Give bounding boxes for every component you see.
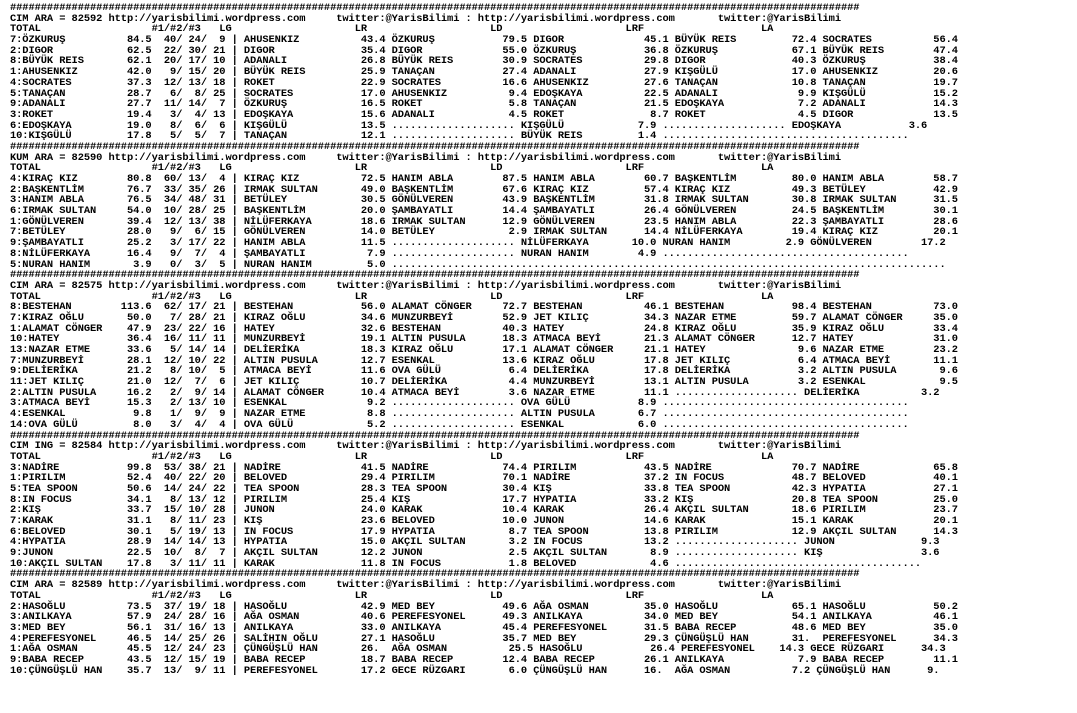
text-line: 1:AHUSENKIZ 42.0 9/ 15/ 20 | BÜYÜK REIS 25.9 TANAÇAN 27.4 ADANALI 27.9 KIŞGÜLÜ 17.0 AHUSENKIZ 20.6 [10,66,958,79]
text-line: 2:HASOĞLU 73.5 37/ 19/ 18 | HASOĞLU 42.9 MED BEY 49.6 AĞA OSMAN 35.0 HASOĞLU 65.1 HASOĞLU 50.2 [10,600,958,613]
separator-line: ########################################################################################################################################## [10,429,860,442]
text-line: 1:AĞA OSMAN 45.5 12/ 24/ 23 | ÇÜNGÜŞLÜ HAN 26. AĞA OSMAN 25.5 HASOĞLU 26.4 PEREFESYONEL 14.3 GECE RÜZGARI 34.3 [10,643,946,656]
separator-line: ########################################################################################################################################## [10,568,860,581]
text-line: 9:DELİERİKA 21.2 8/ 10/ 5 | ATMACA BEYİ 11.6 OVA GÜLÜ 6.4 DELİERİKA 17.8 DELİERİKA 3.2 ALTIN PUSULA 9.6 [10,365,958,378]
text-line: 7:KIRAZ OĞLU 50.0 7/ 28/ 21 | KIRAZ OĞLU 34.6 MUNZURBEYİ 52.9 JET KILIÇ 34.3 NAZAR ETME 59.7 ALAMAT CÖNGER 35.0 [10,311,958,324]
text-line: 10:KIŞGÜLÜ 17.8 5/ 5/ 7 | TANAÇAN 12.1 .................... BÜYÜK REIS 1.4 ........................................ [10,130,909,143]
text-line: 13:NAZAR ETME 33.6 5/ 14/ 14 | DELİERİKA 18.3 KIRAZ OĞLU 17.1 ALAMAT CÖNGER 21.1 HATEY 9.6 NAZAR ETME 23.2 [10,344,958,356]
text-line: 8:IN FOCUS 34.1 8/ 13/ 12 | PIRILIM 25.4 KIŞ 17.7 HYPATIA 33.2 KIŞ 20.8 TEA SPOON 25.0 [10,493,958,506]
text-line: 5:NURAN HANIM 3.9 0/ 3/ 5 | NURAN HANIM 5.0 .......................................................................................... [10,258,946,271]
text-line: 2:BAŞKENTLİM 76.7 33/ 35/ 26 | IRMAK SULTAN 49.0 BAŞKENTLİM 67.6 KIRAÇ KIZ 57.4 KIRAÇ KIZ 49.3 BETÜLEY 42.9 [10,183,958,196]
text-line: 4:KIRAÇ KIZ 80.8 60/ 13/ 4 | KIRAÇ KIZ 72.5 HANIM ABLA 87.5 HANIM ABLA 60.7 BAŞKENTLİM 80.0 HANIM ABLA 58.7 [10,173,958,185]
text-line: 5:TANAÇAN 28.7 6/ 8/ 25 | SOCRATES 17.0 AHUSENKIZ 9.4 EDOŞKAYA 22.5 ADANALI 9.9 KIŞGÜLÜ 15.2 [10,87,958,100]
text-line: TOTAL #1/#2/#3 LG LR LD LRF LA [10,290,774,303]
text-line: 4:SOCRATES 37.3 12/ 13/ 18 | ROKET 22.9 SOCRATES 16.6 AHUSENKIZ 27.6 TANAÇAN 10.8 TANAÇAN 19.7 [10,76,958,89]
text-line: 7:MUNZURBEYİ 28.1 12/ 10/ 22 | ALTIN PUSULA 12.7 ESENKAL 13.6 KIRAZ OĞLU 17.8 JET KILIÇ 6.4 ATMACA BEYİ 11.1 [10,354,958,367]
text-line: CIM ARA = 82592 http://yarisbilimi.wordpress.com twitter:@YarisBilimi : http://yarisbilimi.wordpress.com twitter:@YarisBilimi [10,12,841,25]
race-stats-document [10,3,958,676]
text-line: 7:ÖZKURUŞ 84.5 40/ 24/ 9 | AHUSENKIZ 43.4 ÖZKURUŞ 79.5 DIGOR 45.1 BÜYÜK REIS 72.4 SOCRATES 56.4 [10,34,958,47]
text-line: 3:NADİRE 99.8 53/ 38/ 21 | NADİRE 41.5 NADİRE 74.4 PIRILIM 43.5 NADİRE 70.7 NADİRE 65.8 [10,461,958,474]
text-line: KUM ARA = 82590 http://yarisbilimi.wordpress.com twitter:@YarisBilimi : http://yarisbilimi.wordpress.com twitter:@YarisBilimi [10,151,841,164]
text-line: CIM ARA = 82575 http://yarisbilimi.wordpress.com twitter:@YarisBilimi : http://yarisbilimi.wordpress.com twitter:@YarisBilimi [10,279,841,292]
text-line: 8:BÜYÜK REIS 62.1 20/ 17/ 10 | ADANALI 26.8 BÜYÜK REIS 30.9 SOCRATES 29.8 DIGOR 40.3 ÖZKURUŞ 38.4 [10,55,958,68]
text-line: 4:PEREFESYONEL 46.5 14/ 25/ 26 | SALİHIN OĞLU 27.1 HASOĞLU 35.7 MED BEY 29.3 ÇÜNGÜŞLÜ HAN 31. PEREFESYONEL 34.3 [10,632,958,645]
text-line: 2:ALTIN PUSULA 16.2 2/ 9/ 14 | ALAMAT CÖNGER 10.4 ATMACA BEYİ 3.6 NAZAR ETME 11.1 .................... DELİERİKA 3.2 [10,386,940,399]
text-line: 5:TEA SPOON 50.6 14/ 24/ 22 | TEA SPOON 28.3 TEA SPOON 30.4 KIŞ 33.8 TEA SPOON 42.3 HYPATIA 27.1 [10,482,958,495]
text-line: 1:ALAMAT CÖNGER 47.9 23/ 22/ 16 | HATEY 32.6 BESTEHAN 40.3 HATEY 24.8 KIRAZ OĞLU 35.9 KIRAZ OĞLU 33.4 [10,322,958,335]
text-line: 6:IRMAK SULTAN 54.0 10/ 28/ 25 | BAŞKENTLİM 20.0 ŞAMBAYATLI 14.4 ŞAMBAYATLI 26.4 GÖNÜLVEREN 24.5 BAŞKENTLİM 30.1 [10,205,958,218]
text-line: 3:HANIM ABLA 76.5 34/ 48/ 31 | BETÜLEY 30.5 GÖNÜLVEREN 43.9 BAŞKENTLİM 31.8 IRMAK SULTAN 30.8 IRMAK SULTAN 31.5 [10,194,958,207]
text-line: 6:BELOVED 30.1 5/ 19/ 13 | IN FOCUS 17.9 HYPATIA 8.7 TEA SPOON 13.8 PIRILIM 12.9 AKÇIL SULTAN 14.3 [10,525,958,538]
text-line: 9:JUNON 22.5 10/ 8/ 7 | AKÇIL SULTAN 12.2 JUNON 2.5 AKÇIL SULTAN 8.9 .................... KIŞ 3.6 [10,547,940,560]
text-line: 6:EDOŞKAYA 19.0 8/ 6/ 6 | KIŞGÜLÜ 13.5 .................... KIŞGÜLÜ 7.9 .................... EDOŞKAYA 3.6 [10,119,928,132]
text-line: 8:BESTEHAN 113.6 62/ 17/ 21 | BESTEHAN 56.0 ALAMAT CÖNGER 72.7 BESTEHAN 46.1 BESTEHAN 98.4 BESTEHAN 73.0 [10,301,958,314]
text-line: 10:AKÇIL SULTAN 17.8 3/ 11/ 11 | KARAK 11.8 IN FOCUS 1.8 BELOVED 4.6 ........................................ [10,557,922,570]
text-line: 8:NİLÜFERKAYA 16.4 9/ 7/ 4 | ŞAMBAYATLI 7.9 .................... NURAN HANIM 4.9 ........................................ [10,247,909,260]
text-line: 9:BABA RECEP 43.5 12/ 15/ 19 | BABA RECEP 18.7 BABA RECEP 12.4 BABA RECEP 26.1 ANILKAYA 7.9 BABA RECEP 11.1 [10,653,958,666]
text-line: 7:BETÜLEY 28.0 9/ 6/ 15 | GÖNÜLVEREN 14.0 BETÜLEY 2.9 IRMAK SULTAN 14.4 NİLÜFERKAYA 19.4 KIRAÇ KIZ 20.1 [10,226,958,239]
text-line: TOTAL #1/#2/#3 LG LR LD LRF LA [10,450,774,463]
text-line: 9:ŞAMBAYATLI 25.2 3/ 17/ 22 | HANIM ABLA 11.5 .................... NİLÜFERKAYA 10.0 NURAN HANIM 2.9 GÖNÜLVEREN 17.2 [10,237,946,250]
text-line: 10:ÇÜNGÜŞLÜ HAN 35.7 13/ 9/ 11 | PEREFESYONEL 17.2 GECE RÜZGARI 6.0 ÇÜNGÜŞLÜ HAN 16. AĞA OSMAN 7.2 ÇÜNGÜŞLÜ HAN 9. [10,664,940,677]
text-line: 3:ANILKAYA 57.9 24/ 28/ 16 | AĞA OSMAN 40.6 PEREFESYONEL 49.3 ANILKAYA 34.0 MED BEY 54.1 ANILKAYA 46.1 [10,611,958,624]
text-line: 7:KARAK 31.1 8/ 11/ 23 | KIŞ 23.6 BELOVED 10.0 JUNON 14.6 KARAK 15.1 KARAK 20.1 [10,515,958,527]
text-line: 3:MED BEY 56.1 31/ 16/ 13 | ANILKAYA 33.0 ANILKAYA 45.4 PEREFESYONEL 31.5 BABA RECEP 48.6 MED BEY 35.0 [10,621,958,634]
text-line: 2:DIGOR 62.5 22/ 30/ 21 | DIGOR 35.4 DIGOR 55.0 ÖZKURUŞ 36.8 ÖZKURUŞ 67.1 BÜYÜK REIS 47.4 [10,44,958,57]
separator-line: ########################################################################################################################################## [10,2,860,14]
text-line: 1:PIRILIM 52.4 40/ 22/ 20 | BELOVED 29.4 PIRILIM 70.1 NADİRE 37.2 IN FOCUS 48.7 BELOVED 40.1 [10,472,958,485]
text-line: 11:JET KILIÇ 21.0 12/ 7/ 6 | JET KILIÇ 10.7 DELİERİKA 4.4 MUNZURBEYİ 13.1 ALTIN PUSULA 3.2 ESENKAL 9.5 [10,376,958,389]
text-line: TOTAL #1/#2/#3 LG LR LD LRF LA [10,162,774,175]
text-line: TOTAL #1/#2/#3 LG LR LD LRF LA [10,589,774,602]
text-line: 9:ADANALI 27.7 11/ 14/ 7 | ÖZKURUŞ 16.5 ROKET 5.8 TANAÇAN 21.5 EDOŞKAYA 7.2 ADANALI 14.3 [10,98,958,111]
text-line: 14:OVA GÜLÜ 8.0 3/ 4/ 4 | OVA GÜLÜ 5.2 .................... ESENKAL 6.0 ........................................ [10,418,909,431]
separator-line: ########################################################################################################################################## [10,140,860,153]
text-line: 4:HYPATIA 28.9 14/ 14/ 13 | HYPATIA 15.0 AKÇIL SULTAN 3.2 IN FOCUS 13.2 .................... JUNON 9.3 [10,536,940,549]
separator-line: ########################################################################################################################################## [10,269,860,282]
text-line: CIM ARA = 82589 http://yarisbilimi.wordpress.com twitter:@YarisBilimi : http://yarisbilimi.wordpress.com twitter:@YarisBilimi [10,579,841,592]
text-line: 10:HATEY 36.4 16/ 11/ 11 | MUNZURBEYİ 19.1 ALTIN PUSULA 18.3 ATMACA BEYİ 21.3 ALAMAT CÖNGER 12.7 HATEY 31.0 [10,333,958,346]
text-line: 4:ESENKAL 9.8 1/ 9/ 9 | NAZAR ETME 8.8 .................... ALTIN PUSULA 6.7 ........................................ [10,408,909,421]
text-line: TOTAL #1/#2/#3 LG LR LD LRF LA [10,23,774,36]
text-line: 2:KIŞ 33.7 15/ 10/ 28 | JUNON 24.0 KARAK 10.4 KARAK 26.4 AKÇIL SULTAN 18.6 PIRILIM 23.7 [10,504,958,517]
text-line: CIM ING = 82584 http://yarisbilimi.wordpress.com twitter:@YarisBilimi : http://yarisbilimi.wordpress.com twitter:@YarisBilimi [10,440,841,453]
text-line: 3:ROKET 19.4 3/ 4/ 13 | EDOŞKAYA 15.6 ADANALI 4.5 ROKET 8.7 ROKET 4.5 DIGOR 13.5 [10,108,958,121]
text-line: 1:GÖNÜLVEREN 39.4 12/ 13/ 38 | NİLÜFERKAYA 18.6 IRMAK SULTAN 12.9 GÖNÜLVEREN 23.5 HANIM ABLA 22.3 ŞAMBAYATLI 28.6 [10,215,958,228]
text-line: 3:ATMACA BEYİ 15.3 2/ 13/ 10 | ESENKAL 9.2 .................... OVA GÜLÜ 8.9 ........................................ [10,397,909,410]
